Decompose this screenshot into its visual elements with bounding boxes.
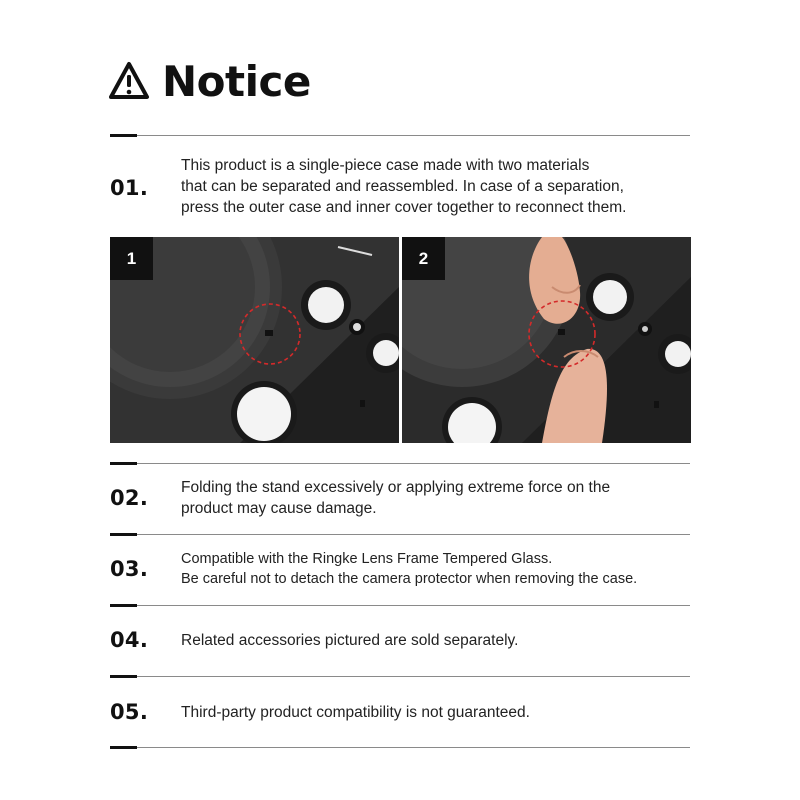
notice-header [108, 56, 311, 106]
item-number-03: 03. [110, 557, 149, 581]
divider [110, 676, 690, 677]
item-01-line-2: that can be separated and reassembled. In case of a separation, [181, 178, 624, 195]
item-text-01 [181, 155, 626, 218]
item-02-line-2: product may cause damage. [181, 500, 377, 517]
page-title: Notice [162, 56, 311, 106]
divider [110, 463, 690, 464]
item-03-line-1: Compatible with the Ringke Lens Frame Tempered Glass. [181, 551, 553, 567]
item-01-line-3: press the outer case and inner cover together to reconnect them. [181, 199, 627, 216]
item-text-05 [181, 702, 530, 723]
item-05-line-1: Third-party product compatibility is not guaranteed. [181, 704, 530, 721]
step-badge-1: 1 [110, 237, 153, 280]
item-03-line-2: Be careful not to detach the camera protector when removing the case. [181, 571, 638, 587]
step-2-photo [402, 237, 691, 443]
item-text-02 [181, 477, 610, 519]
item-text-04 [181, 630, 518, 651]
warning-triangle-icon [108, 61, 150, 101]
item-02-line-1: Folding the stand excessively or applying extreme force on the [181, 479, 611, 496]
divider [110, 135, 690, 136]
divider [110, 534, 690, 535]
item-01-line-1: This product is a single-piece case made with two materials [181, 157, 590, 174]
item-number-05: 05. [110, 700, 149, 724]
item-text-03 [181, 549, 637, 589]
divider [110, 747, 690, 748]
step-1-photo [110, 237, 399, 443]
step-badge-2: 2 [402, 237, 445, 280]
item-04-line-1: Related accessories pictured are sold separately. [181, 632, 519, 649]
item-number-04: 04. [110, 628, 149, 652]
divider [110, 605, 690, 606]
item-number-01: 01. [110, 176, 149, 200]
item-number-02: 02. [110, 486, 149, 510]
